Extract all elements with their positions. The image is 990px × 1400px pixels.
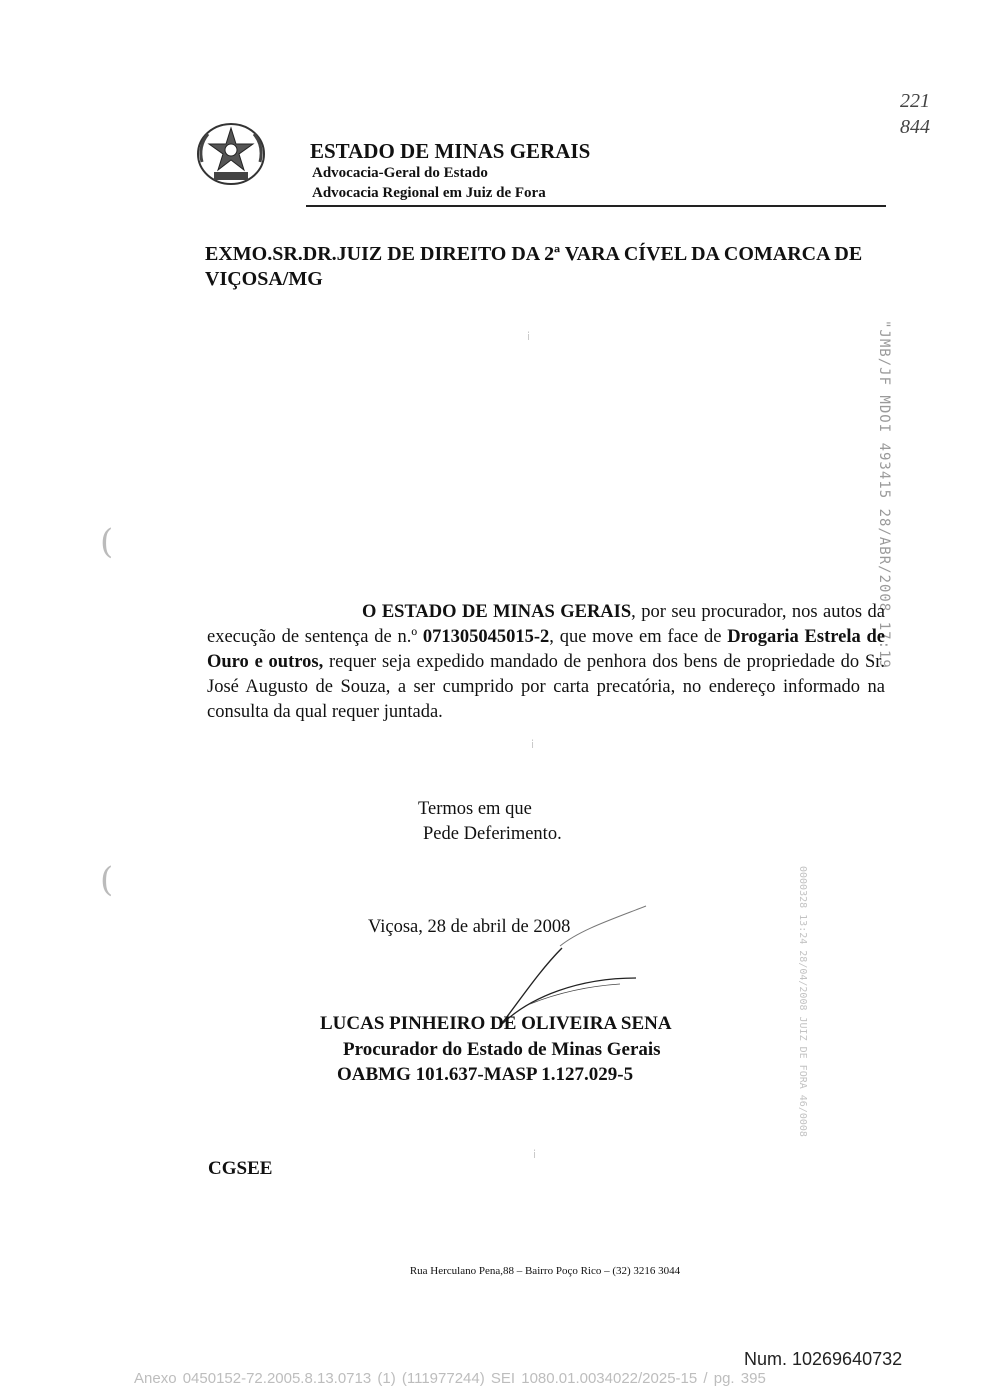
handwritten-page-number — [900, 88, 930, 140]
addressee-heading: EXMO.SR.DR.JUIZ DE DIREITO DA 2ª VARA CÍVEL DA COMARCA DE VIÇOSA/MG — [205, 243, 863, 290]
protocol-stamp-faint: 0000328 13:24 28/04/2008 JUIZ DE FORA 46/0008 — [797, 866, 808, 1137]
header-divider — [306, 205, 886, 207]
header-state-name: ESTADO DE MINAS GERAIS — [310, 139, 591, 163]
petition-text-3: requer seja expedido mandado de penhora dos bens de propriedade do Sr. José Augusto de Souza, a ser cumprido por carta precatória, no endereço informado na consulta da qual requer juntada. — [207, 652, 885, 722]
closing-line-1: Termos em que — [418, 799, 532, 819]
scan-mark: ⅰ — [531, 739, 535, 751]
scan-mark: ⅰ — [527, 331, 531, 343]
cgsee-label: CGSEE — [208, 1158, 273, 1179]
footer-address: Rua Herculano Pena,88 – Bairro Poço Rico – (32) 3216 3044 — [409, 1265, 681, 1277]
hole-punch-mark: ( — [100, 860, 114, 900]
annex-reference: Anexo 0450152-72.2005.8.13.0713 (1) (111977244) SEI 1080.01.0034022/2025-15 / pg. 395 — [134, 1370, 766, 1387]
handwritten-number-1: 221 — [900, 90, 930, 112]
state-coat-of-arms-emblem — [196, 122, 266, 186]
closing-line-2: Pede Deferimento. — [423, 824, 562, 844]
protocol-stamp: "JMB/JF MDOI 493415 28/ABR/2008 17:19 — [876, 320, 892, 669]
petition-paragraph — [207, 600, 885, 725]
case-number: 071305045015-2 — [422, 627, 550, 647]
hole-punch-mark: ( — [100, 522, 114, 562]
signatory-name: LUCAS PINHEIRO DE OLIVEIRA SENA — [320, 1013, 672, 1034]
document-number: Num. 10269640732 — [744, 1349, 903, 1369]
signatory-title: Procurador do Estado de Minas Gerais — [343, 1039, 661, 1060]
header-agency: Advocacia-Geral do Estado — [312, 165, 488, 181]
handwritten-number-2: 844 — [900, 116, 930, 138]
scan-mark: ⅰ — [533, 1149, 537, 1161]
handwritten-signature — [470, 900, 670, 1030]
petition-text-2: , que move em face de — [549, 627, 728, 647]
signatory-registration: OABMG 101.637-MASP 1.127.029-5 — [337, 1064, 634, 1085]
defendant-name: Drogaria Estrela de Ouro e outros, — [207, 627, 886, 672]
petition-text-1: , por seu procurador, nos autos da execução de sentença de n.º — [207, 602, 886, 647]
place-and-date: Viçosa, 28 de abril de 2008 — [368, 917, 571, 937]
party-name: O ESTADO DE MINAS GERAIS — [362, 602, 632, 622]
header-regional-office: Advocacia Regional em Juiz de Fora — [312, 185, 546, 201]
